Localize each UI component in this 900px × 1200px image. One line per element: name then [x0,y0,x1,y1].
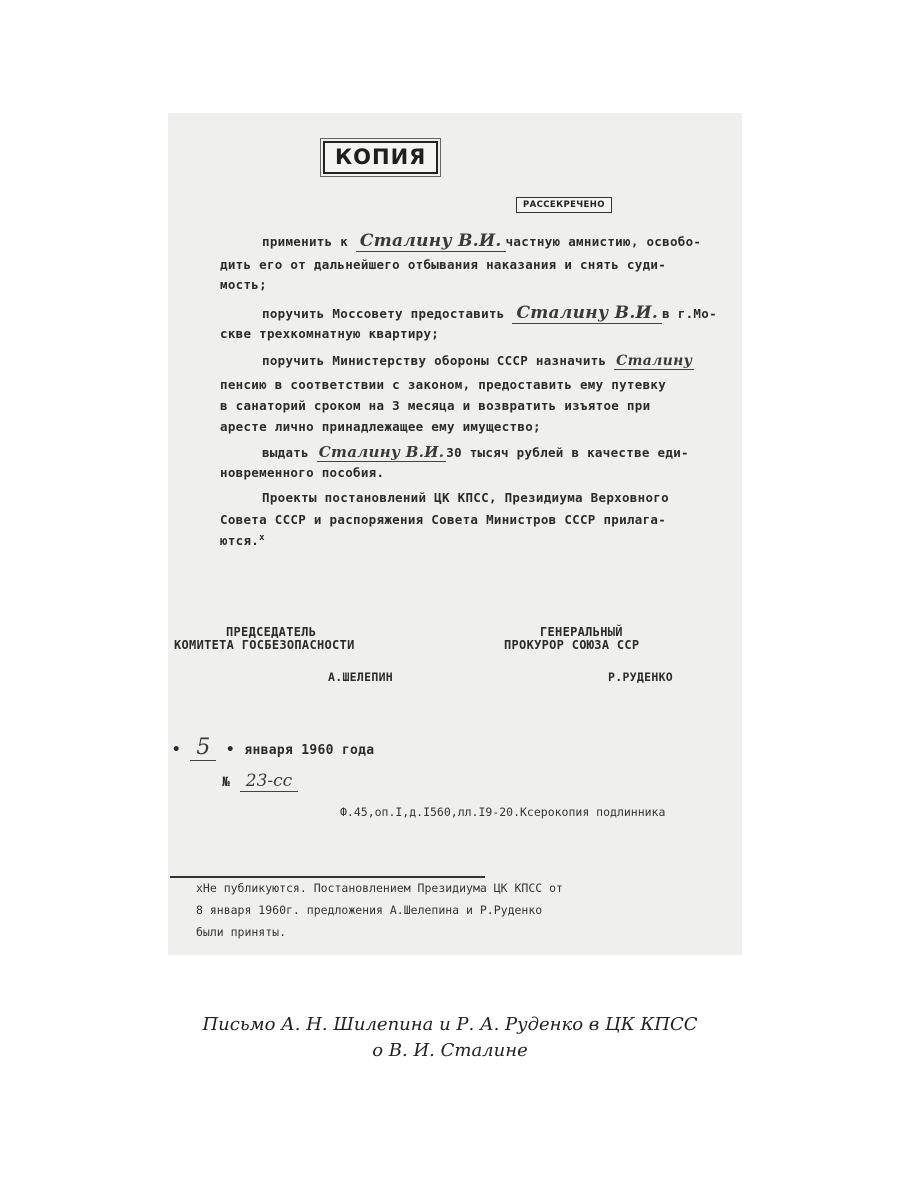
handwritten-name: Сталину В.И. [512,303,662,324]
body-line: поручить Моссовету предоставить Сталину В.И. в г.Мо- [262,303,717,323]
body-line: Проекты постановлений ЦК КПСС, Президиума Верховного [262,490,669,505]
left-signatory-title: КОМИТЕТА ГОСБЕЗОПАСНОСТИ [174,638,355,652]
body-line: новременного пособия. [220,465,385,480]
handwritten-day: 5 [190,735,216,761]
caption-line: Письмо А. Н. Шилепина и Р. А. Руденко в ЦК КПСС [202,1014,698,1035]
footnote-mark: х [259,533,265,543]
handwritten-name: Сталину В.И. [356,231,506,252]
archive-reference: Ф.45,оп.I,д.I560,лл.I9-20.Ксерокопия подлинника [340,805,666,819]
footnote-line: 8 января 1960г. предложения А.Шелепина и Р.Руденко [196,903,543,917]
handwritten-name: Сталину В.И. [318,443,445,461]
body-line: дить его от дальнейшего отбывания наказания и снять суди- [220,257,667,272]
body-line: пенсию в соответствии с законом, предоставить ему путевку [220,377,667,392]
body-line: скве трехкомнатную квартиру; [220,326,440,341]
footnote-divider [170,876,485,878]
body-line: применить к Сталину В.И. частную амнистию, освобо- [262,231,702,251]
body-line: аресте лично принадлежащее ему имущество; [220,419,541,434]
handwritten-name: Сталину [616,353,693,369]
body-line: в санаторий сроком на 3 месяца и возвратить изъятое при [220,398,651,413]
left-signatory-title: ПРЕДСЕДАТЕЛЬ [226,625,317,639]
scanned-document [168,113,742,955]
right-signatory-name: Р.РУДЕНКО [608,670,674,684]
body-line: мость; [220,277,267,292]
date-line: • 5 • января 1960 года [172,735,375,760]
footnote-line: были приняты. [196,925,287,939]
body-line: Совета СССР и распоряжения Совета Министров СССР прилага- [220,512,667,527]
right-signatory-title: ГЕНЕРАЛЬНЫЙ [540,625,623,639]
document-number: № 23-сс [222,771,298,792]
body-line: ются.$^х$ [220,533,265,549]
handwritten-number: 23-сс [240,771,298,792]
left-signatory-name: А.ШЕЛЕПИН [328,670,394,684]
body-line: выдать Сталину В.И. 30 тысяч рублей в качестве еди- [262,443,689,461]
footnote-line: хНе публикуются. Постановлением Президиума ЦК КПСС от [196,881,563,895]
right-signatory-title: ПРОКУРОР СОЮЗА ССР [504,638,640,652]
declassified-stamp: РАССЕКРЕЧЕНО [516,197,612,213]
body-line: поручить Министерству обороны СССР назначить Сталину [262,353,693,369]
figure-caption [0,1012,900,1064]
copy-stamp: КОПИЯ [323,141,438,174]
caption-line: о В. И. Сталине [372,1040,528,1061]
